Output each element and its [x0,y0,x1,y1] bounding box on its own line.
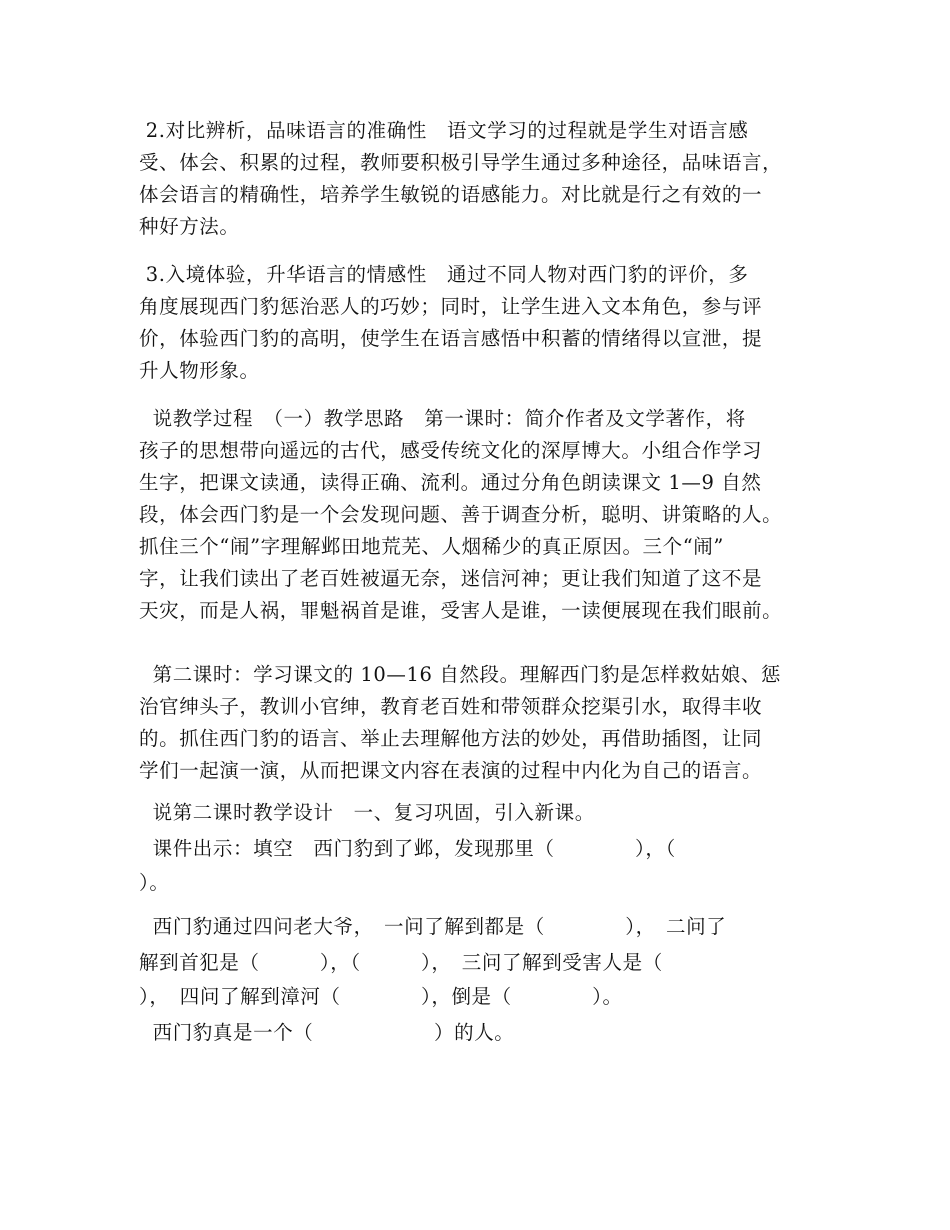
paragraph-line: ）， 四问了解到漳河（ ），倒是（ ）。 [139,985,623,1008]
paragraph-line: 抓住三个“闹”字理解邺田地荒芜、人烟稀少的真正原因。三个“闹” [139,535,724,558]
paragraph-line: 第二课时：学习课文的 10—16 自然段。理解西门豹是怎样救姑娘、惩 [139,663,782,686]
paragraph-line: 说教学过程 （一）教学思路 第一课时：简介作者及文学著作，将 [139,407,746,430]
paragraph-line: 的。抓住西门豹的语言、举止去理解他方法的妙处，再借助插图，让同 [139,727,763,750]
paragraph-line: 解到首犯是（ ），（ ）， 三问了解到受害人是（ [139,951,663,974]
paragraph-line: 孩子的思想带向遥远的古代，感受传统文化的深厚博大。小组合作学习 [139,439,763,462]
paragraph-line: 字，让我们读出了老百姓被逼无奈，迷信河神；更让我们知道了这不是 [139,567,763,590]
paragraph-line: 学们一起演一演，从而把课文内容在表演的过程中内化为自己的语言。 [139,759,763,782]
paragraph-line: 西门豹真是一个（ ）的人。 [139,1021,515,1044]
paragraph-line: 种好方法。 [139,215,240,238]
paragraph-line: 2.对比辨析，品味语言的准确性 语文学习的过程就是学生对语言感 [139,119,749,142]
paragraph-line: 3.入境体验，升华语言的情感性 通过不同人物对西门豹的评价，多 [139,263,749,286]
paragraph-line: 价，体验西门豹的高明，使学生在语言感悟中积蓄的情绪得以宣泄，提 [139,327,763,350]
paragraph-line: 段，体会西门豹是一个会发现问题、善于调查分析，聪明、讲策略的人。 [139,503,783,526]
paragraph-line: 角度展现西门豹惩治恶人的巧妙；同时，让学生进入文本角色，参与评 [139,295,763,318]
paragraph-line: 说第二课时教学设计 一、复习巩固，引入新课。 [139,801,595,824]
paragraph-line: 天灾，而是人祸，罪魁祸首是谁，受害人是谁，一读便展现在我们眼前。 [139,599,783,622]
paragraph-line: 课件出示：填空 西门豹到了邺，发现那里（ ），（ [139,837,676,860]
paragraph-line: 西门豹通过四问老大爷， 一问了解到都是（ ）， 二问了 [139,915,727,938]
paragraph-line: 治官绅头子，教训小官绅，教育老百姓和带领群众挖渠引水，取得丰收 [139,695,763,718]
paragraph-line: 升人物形象。 [139,359,260,382]
paragraph-line: 生字，把课文读通，读得正确、流利。通过分角色朗读课文 1—9 自然 [139,471,762,494]
paragraph-line: ）。 [139,871,170,894]
paragraph-line: 体会语言的精确性，培养学生敏锐的语感能力。对比就是行之有效的一 [139,183,763,206]
paragraph-line: 受、体会、积累的过程，教师要积极引导学生通过多种途径，品味语言， [139,151,783,174]
